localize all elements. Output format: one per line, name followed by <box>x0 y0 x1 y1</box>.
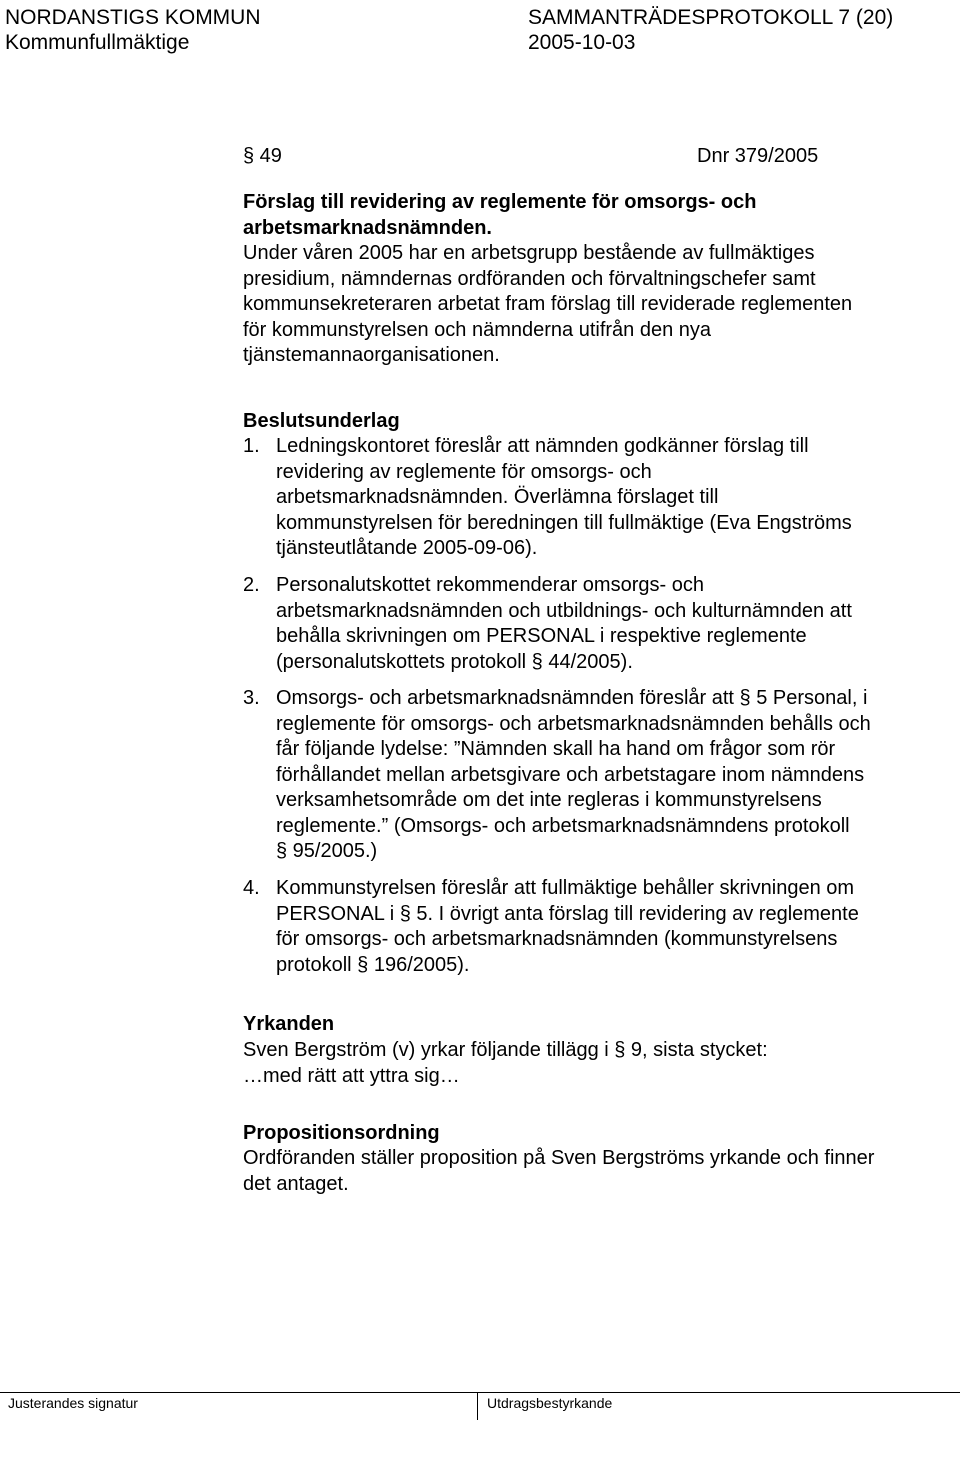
yrkanden-line: …med rätt att yttra sig… <box>243 1064 460 1087</box>
item-number: 1. <box>243 435 260 457</box>
footer-column-divider <box>477 1392 478 1420</box>
item-line: förhållandet mellan arbetsgivare och arbetstagare inom nämndens <box>276 763 865 786</box>
propositionsordning-text <box>243 1146 874 1197</box>
item-number: 4. <box>243 877 260 899</box>
propositionsordning-line: Ordföranden ställer proposition på Sven Bergströms yrkande och finner <box>243 1147 875 1169</box>
list-item <box>276 434 852 562</box>
header-doc-type-label: SAMMANTRÄDESPROTOKOLL <box>528 6 833 29</box>
intro-line: Under våren 2005 har en arbetsgrupp bestående av fullmäktiges <box>243 242 815 264</box>
header-doc-type <box>528 6 893 30</box>
yrkanden-line: Sven Bergström (v) yrkar följande tillägg i § 9, sista stycket: <box>243 1039 768 1061</box>
item-line: revidering av reglemente för omsorgs- och <box>276 460 652 483</box>
item-line: arbetsmarknadsnämnden och utbildnings- och kulturnämnden att <box>276 599 852 622</box>
item-line: får följande lydelse: ”Nämnden skall ha hand om frågor som rör <box>276 738 836 760</box>
item-line: arbetsmarknadsnämnden. Överlämna förslaget till <box>276 486 719 508</box>
yrkanden-heading: Yrkanden <box>243 1013 335 1035</box>
section-title <box>243 190 756 241</box>
item-line: för omsorgs- och arbetsmarknadsnämnden (kommunstyrelsens <box>276 928 838 950</box>
section-title-line: arbetsmarknadsnämnden. <box>243 216 492 239</box>
propositionsordning-heading: Propositionsordning <box>243 1122 440 1144</box>
item-line: Ledningskontoret föreslår att nämnden godkänner förslag till <box>276 435 809 457</box>
intro-paragraph <box>243 241 852 369</box>
intro-line: presidium, nämndernas ordföranden och förvaltningschefer samt <box>243 267 816 290</box>
item-line: reglemente.” (Omsorgs- och arbetsmarknadsnämndens protokoll <box>276 814 850 837</box>
list-item <box>276 573 852 675</box>
item-line: Kommunstyrelsen föreslår att fullmäktige behåller skrivningen om <box>276 877 855 899</box>
intro-line: för kommunstyrelsen och nämnderna utifrån den nya <box>243 318 712 341</box>
item-line: reglemente för omsorgs- och arbetsmarknadsnämnden behålls och <box>276 712 871 735</box>
dnr: Dnr 379/2005 <box>697 145 819 167</box>
item-number: 2. <box>243 574 260 596</box>
item-line: kommunstyrelsen för beredningen till fullmäktige (Eva Engströms <box>276 511 852 534</box>
item-line: tjänsteutlåtande 2005-09-06). <box>276 537 538 559</box>
item-line: (personalutskottets protokoll § 44/2005). <box>276 650 633 673</box>
list-item <box>276 686 871 865</box>
item-number: 3. <box>243 687 260 709</box>
item-line: protokoll § 196/2005). <box>276 953 470 976</box>
header-date: 2005-10-03 <box>528 31 636 54</box>
footer-signature-label: Justerandes signatur <box>8 1395 138 1411</box>
intro-line: kommunsekreteraren arbetat fram förslag till reviderade reglementen <box>243 293 853 315</box>
propositionsordning-line: det antaget. <box>243 1172 349 1195</box>
header-body: Kommunfullmäktige <box>5 31 190 54</box>
beslutsunderlag-heading: Beslutsunderlag <box>243 410 400 432</box>
item-line: verksamhetsområde om det inte regleras i kommunstyrelsens <box>276 789 822 811</box>
item-line: Personalutskottet rekommenderar omsorgs- och <box>276 574 704 596</box>
item-line: behålla skrivningen om PERSONAL i respektive reglemente <box>276 625 807 647</box>
header-page-number: 7 (20) <box>838 6 894 29</box>
section-title-line: Förslag till revidering av reglemente för omsorgs- och <box>243 191 757 213</box>
yrkanden-text <box>243 1038 768 1089</box>
footer-attestation-label: Utdragsbestyrkande <box>487 1395 613 1411</box>
footer-divider <box>0 1392 960 1393</box>
header-org: NORDANSTIGS KOMMUN <box>5 6 261 29</box>
item-line: PERSONAL i § 5. I övrigt anta förslag till revidering av reglemente <box>276 902 859 925</box>
section-mark: § 49 <box>243 145 282 167</box>
list-item <box>276 876 859 978</box>
item-line: Omsorgs- och arbetsmarknadsnämnden föreslår att § 5 Personal, i <box>276 687 868 709</box>
item-line: § 95/2005.) <box>276 840 378 862</box>
intro-line: tjänstemannaorganisationen. <box>243 344 500 366</box>
